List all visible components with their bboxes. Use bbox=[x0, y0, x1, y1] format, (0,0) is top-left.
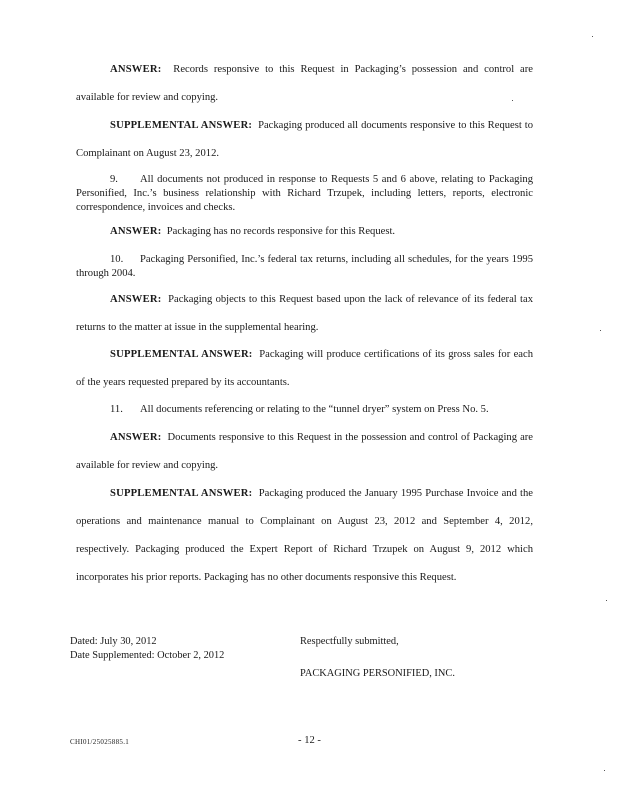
scan-speck bbox=[604, 770, 605, 771]
request-number: 11. bbox=[110, 404, 123, 415]
answer-9 bbox=[76, 218, 533, 246]
supplemental-answer-text: Packaging produced the January 1995 Purchase Invoice and the operations and maintenance manual to Complainant on August 23, 2012 and September 4, 2012, respectively. Packaging produced the Expert Report of Richard Trzupek on August 9, 2012 which incorporates his prior reports. Packaging has no other documents responsive this Request. bbox=[76, 488, 534, 583]
scan-speck bbox=[600, 330, 601, 331]
dated-line: Dated: July 30, 2012 bbox=[70, 636, 157, 647]
supplemental-answer-11 bbox=[76, 480, 533, 592]
supplemental-answer-text: Packaging produced all documents responsive to this Request to Complainant on August 23, 2012. bbox=[76, 120, 533, 159]
supplemental-answer-text: Packaging will produce certifications of its gross sales for each of the years requested prepared by its accountants. bbox=[76, 349, 533, 388]
supplemental-answer-label: SUPPLEMENTAL ANSWER: bbox=[110, 349, 253, 360]
scan-speck bbox=[512, 100, 513, 101]
scan-speck bbox=[592, 36, 593, 37]
answer-text: Packaging objects to this Request based upon the lack of relevance of its federal tax returns to the matter at issue in the supplemental hearing. bbox=[76, 294, 533, 333]
answer-10 bbox=[76, 286, 533, 342]
supplemental-answer-10 bbox=[76, 341, 533, 397]
date-supplemented-line: Date Supplemented: October 2, 2012 bbox=[70, 650, 225, 661]
answer-11 bbox=[76, 424, 533, 480]
request-text: Packaging Personified, Inc.’s federal tax returns, including all schedules, for the years 1995 through 2004. bbox=[76, 254, 533, 279]
supplemental-answer-paragraph bbox=[76, 112, 533, 168]
request-text: All documents not produced in response to Requests 5 and 6 above, relating to Packaging Personified, Inc.’s business relationship with Richard Trzupek, including letters, reports, electronic correspondence, invoices and checks. bbox=[76, 174, 533, 213]
answer-paragraph bbox=[76, 56, 533, 112]
request-number: 9. bbox=[110, 174, 118, 185]
answer-label: ANSWER: bbox=[110, 432, 162, 443]
answer-text: Documents responsive to this Request in the possession and control of Packaging are available for review and copying. bbox=[76, 432, 533, 471]
supplemental-answer-label: SUPPLEMENTAL ANSWER: bbox=[110, 120, 253, 131]
request-number: 10. bbox=[110, 254, 124, 265]
answer-label: ANSWER: bbox=[110, 294, 162, 305]
answer-text: Packaging has no records responsive for this Request. bbox=[166, 226, 396, 237]
document-id: CHI01/25025885.1 bbox=[70, 738, 130, 746]
answer-label: ANSWER: bbox=[110, 64, 162, 75]
answer-label: ANSWER: bbox=[110, 226, 162, 237]
request-9 bbox=[76, 173, 533, 215]
request-10 bbox=[76, 253, 533, 281]
company-name: PACKAGING PERSONIFIED, INC. bbox=[300, 668, 455, 679]
scan-speck bbox=[606, 600, 607, 601]
answer-text: Records responsive to this Request in Packaging’s possession and control are available for review and copying. bbox=[76, 64, 533, 103]
page-number: - 12 - bbox=[298, 735, 321, 746]
request-11 bbox=[76, 396, 533, 424]
request-text: All documents referencing or relating to the “tunnel dryer” system on Press No. 5. bbox=[140, 404, 489, 415]
respectfully-submitted: Respectfully submitted, bbox=[300, 636, 399, 647]
supplemental-answer-label: SUPPLEMENTAL ANSWER: bbox=[110, 488, 253, 499]
